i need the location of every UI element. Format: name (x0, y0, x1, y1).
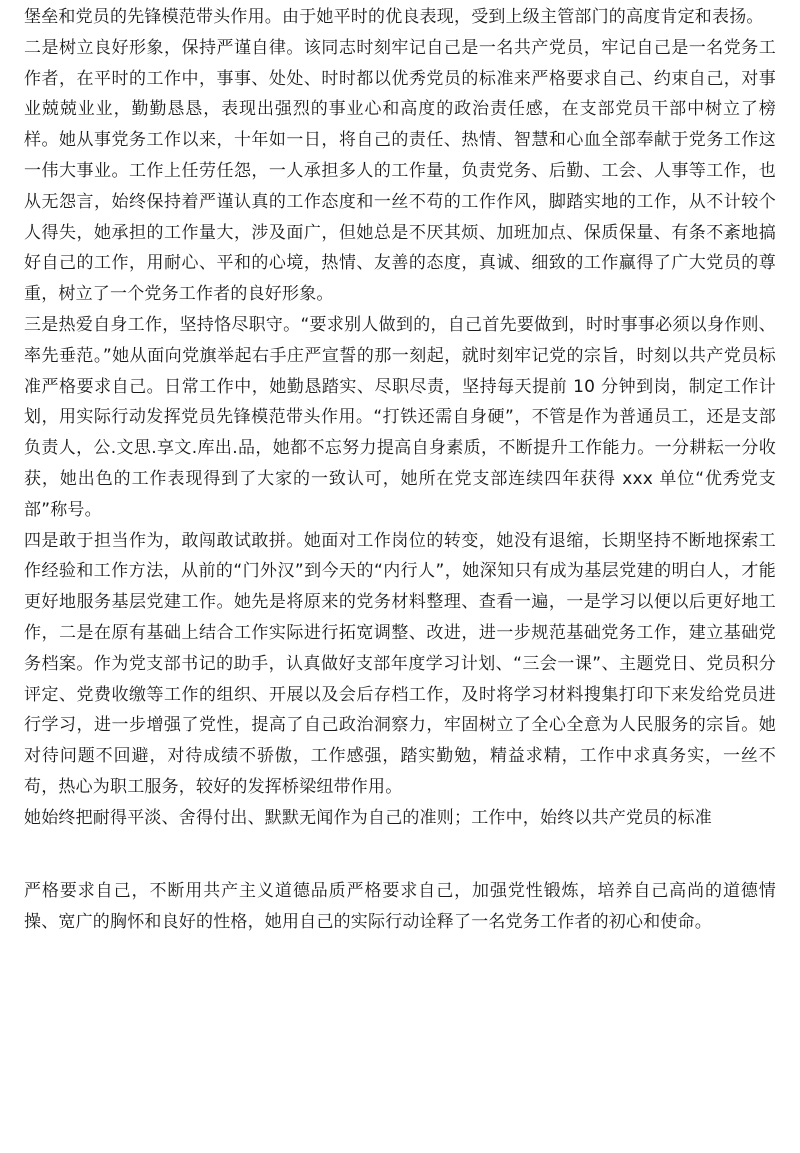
paragraph-6-conclusion: 严格要求自己，不断用共产主义道德品质严格要求自己，加强党性锻炼，培养自己高尚的道德情操、宽广的胸怀和良好的性格，她用自己的实际行动诠释了一名党务工作者的初心和使命。 (24, 881, 776, 932)
paragraph-2-good-image: 二是树立良好形象，保持严谨自律。该同志时刻牢记自己是一名共产党员，牢记自己是一名党务工作者，在平时的工作中，事事、处处、时时都以优秀党员的标准来严格要求自己、约束自己，对事业兢兢业业，勤勤恳恳，表现出强烈的事业心和高度的政治责任感，在支部党员干部中树立了榜样。她从事党务工作以来，十年如一日，将自己的责任、热情、智慧和心血全部奉献于党务工作这一伟大事业。工作上任劳任怨，一人承担多人的工作量，负责党务、后勤、工会、人事等工作，也从无怨言，始终保持着严谨认真的工作态度和一丝不苟的工作作风，脚踏实地的工作，从不计较个人得失，她承担的工作量大，涉及面广，但她总是不厌其烦、加班加点、保质保量、有条不紊地搞好自己的工作，用耐心、平和的心境，热情、友善的态度，真诚、细致的工作赢得了广大党员的尊重，树立了一个党务工作者的良好形象。 (24, 37, 776, 305)
paragraph-5-principles: 她始终把耐得平淡、舍得付出、默默无闻作为自己的准则；工作中，始终以共产党员的标准 (24, 807, 712, 828)
paragraph-3-dedication: 三是热爱自身工作，坚持恪尽职守。“要求别人做到的，自己首先要做到，时时事事必须以身作则、率先垂范。”她从面向党旗举起右手庄严宣誓的那一刻起，就时刻牢记党的宗旨，时刻以共产党员标准严格要求自己。日常工作中，她勤恳踏实、尽职尽责，坚持每天提前 10 分钟到岗，制定工作计划，用实际行动发挥党员先锋模范带头作用。“打铁还需自身硬”，不管是作为普通员工，还是支部负责人，公.文思.享文.库出.品，她都不忘努力提高自身素质，不断提升工作能力。一分耕耘一分收获，她出色的工作表现得到了大家的一致认可，她所在党支部连续四年获得 xxx 单位“优秀党支部”称号。 (24, 314, 776, 520)
document-body-bottom (24, 876, 776, 938)
paragraph-4-responsibility: 四是敢于担当作为，敢闯敢试敢拼。她面对工作岗位的转变，她没有退缩，长期坚持不断地探索工作经验和工作方法，从前的“门外汉”到今天的“内行人”，她深知只有成为基层党建的明白人，才能更好地服务基层党建工作。她先是将原来的党务材料整理、查看一遍，一是学习以便以后更好地工作，二是在原有基础上结合工作实际进行拓宽调整、改进，进一步规范基础党务工作，建立基础党务档案。作为党支部书记的助手，认真做好支部年度学习计划、“三会一课”、主题党日、党员积分评定、党费收缴等工作的组织、开展以及会后存档工作，及时将学习材料搜集打印下来发给党员进行学习，进一步增强了党性，提高了自己政治洞察力，牢固树立了全心全意为人民服务的宗旨。她对待问题不回避，对待成绩不骄傲，工作感强，踏实勤勉，精益求精，工作中求真务实，一丝不苟，热心为职工服务，较好的发挥桥梁纽带作用。 (24, 530, 776, 797)
paragraph-1-continuation: 堡垒和党员的先锋模范带头作用。由于她平时的优良表现，受到上级主管部门的高度肯定和表扬。 (24, 7, 764, 27)
document-body-top (24, 2, 776, 834)
